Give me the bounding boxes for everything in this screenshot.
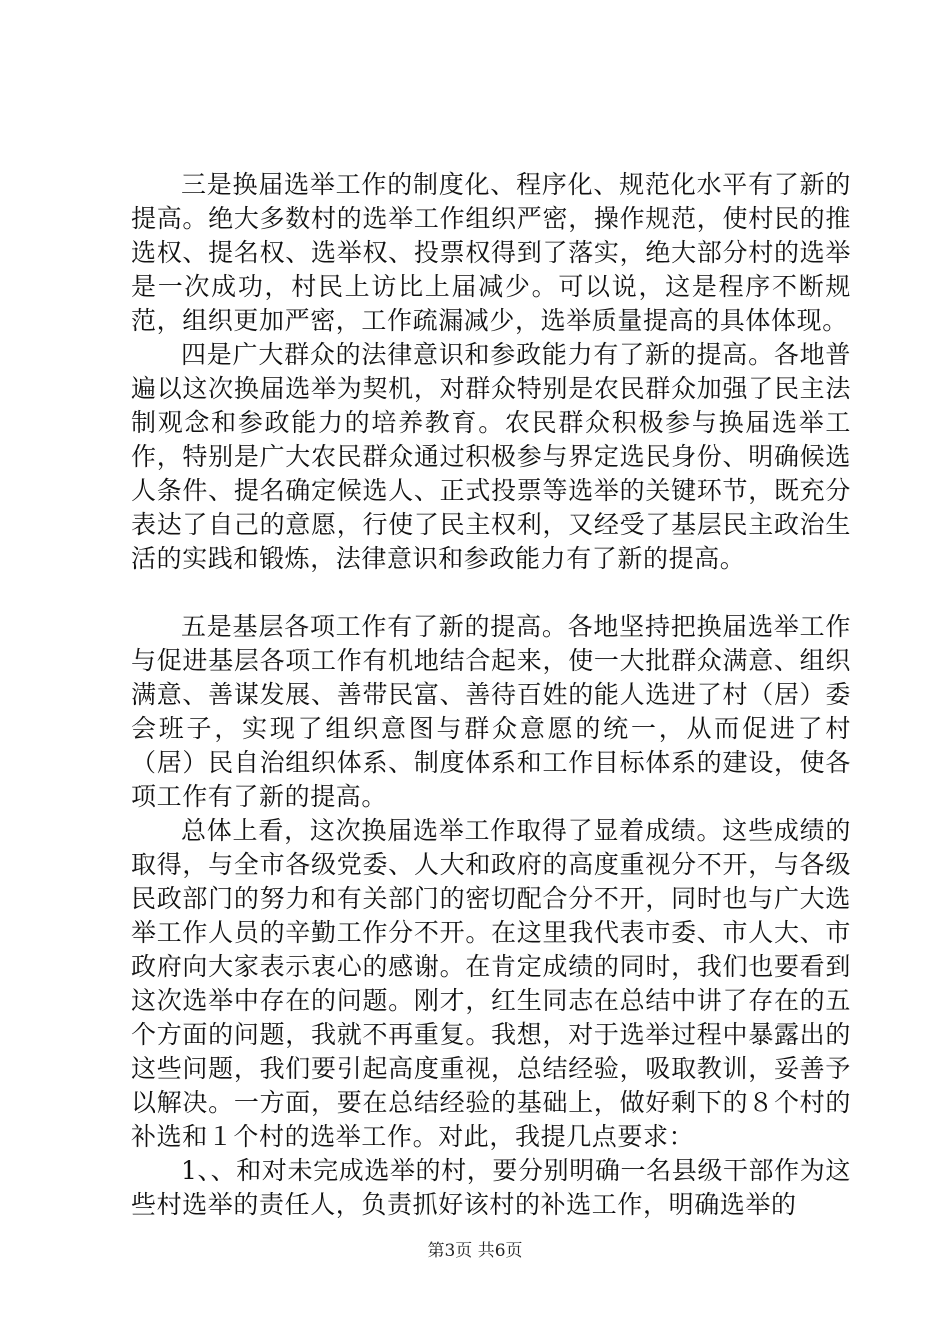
paragraph-achievement-five: 五是基层各项工作有了新的提高。各地坚持把换届选举工作与促进基层各项工作有机地结合起来，使一大批群众满意、组织满意、善谋发展、善带民富、善待百姓的能人选进了村（居）委会班子，实现了组织意图与群众意愿的统一，从而促进了村（居）民自治组织体系、制度体系和工作目标体系的建设，使各项工作有了新的提高。 [131, 612, 851, 811]
document-body [131, 168, 851, 1222]
page-number-footer: 第3页 共6页 [427, 1241, 523, 1261]
paragraph-overall-summary: 总体上看，这次换届选举工作取得了显着成绩。这些成绩的取得，与全市各级党委、人大和政府的高度重视分不开，与各级民政部门的努力和有关部门的密切配合分不开，同时也与广大选举工作人员的辛勤工作分不开。在这里我代表市委、市人大、市政府向大家表示衷心的感谢。在肯定成绩的同时，我们也要看到这次选举中存在的问题。刚才，红生同志在总结中讲了存在的五个方面的问题，我就不再重复。我想，对于选举过程中暴露出的这些问题，我们要引起高度重视，总结经验，吸取教训，妥善予以解决。一方面，要在总结经验的基础上，做好剩下的８个村的补选和１个村的选举工作。对此，我提几点要求： [131, 816, 851, 1151]
paragraph-requirement-one: 1、、和对未完成选举的村，要分别明确一名县级干部作为这些村选举的责任人，负责抓好该村的补选工作，明确选举的 [131, 1156, 851, 1219]
paragraph-achievement-four: 四是广大群众的法律意识和参政能力有了新的提高。各地普遍以这次换届选举为契机，对群众特别是农民群众加强了民主法制观念和参政能力的培养教育。农民群众积极参与换届选举工作，特别是广大农民群众通过积极参与界定选民身份、明确候选人条件、提名确定候选人、正式投票等选举的关键环节，既充分表达了自己的意愿，行使了民主权利，又经受了基层民主政治生活的实践和锻炼，法律意识和参政能力有了新的提高。 [131, 340, 851, 573]
paragraph-achievement-three: 三是换届选举工作的制度化、程序化、规范化水平有了新的提高。绝大多数村的选举工作组织严密，操作规范，使村民的推选权、提名权、选举权、投票权得到了落实，绝大部分村的选举是一次成功，村民上访比上届减少。可以说，这是程序不断规范，组织更加严密，工作疏漏减少，选举质量提高的具体体现。 [131, 170, 851, 335]
